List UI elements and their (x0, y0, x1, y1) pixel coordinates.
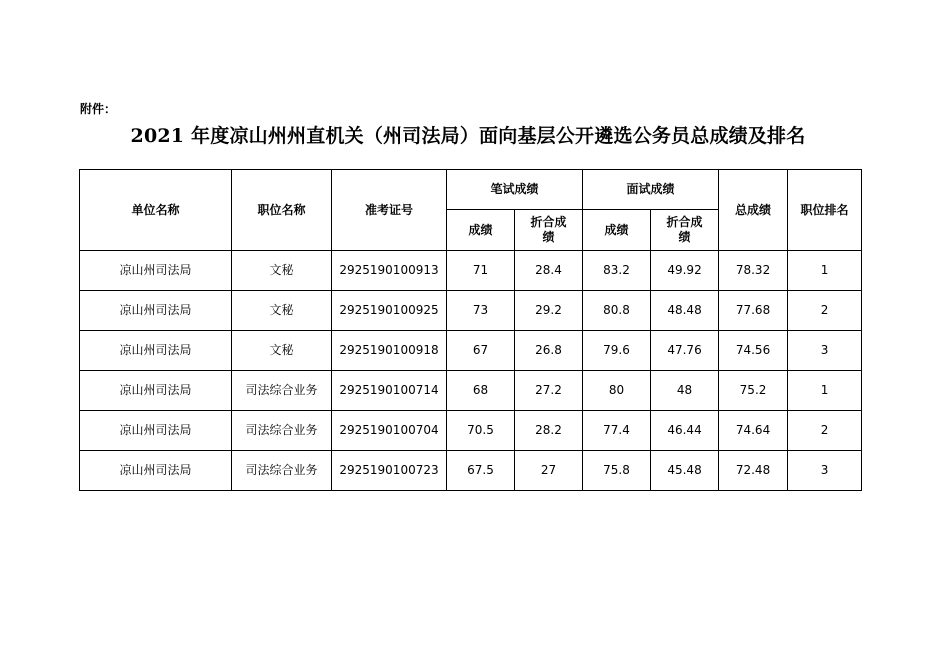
cell-total: 77.68 (719, 291, 788, 331)
cell-written-score: 71 (447, 251, 515, 291)
cell-unit: 凉山州司法局 (80, 251, 232, 291)
col-header-unit: 单位名称 (80, 170, 232, 251)
document-title: 2021 年度凉山州州直机关（州司法局）面向基层公开遴选公务员总成绩及排名 (130, 125, 806, 147)
cell-rank: 2 (788, 291, 862, 331)
cell-total: 78.32 (719, 251, 788, 291)
cell-rank: 1 (788, 371, 862, 411)
cell-total: 72.48 (719, 451, 788, 491)
table-body (80, 251, 862, 491)
cell-unit: 凉山州司法局 (80, 451, 232, 491)
col-header-interview-score: 成绩 (583, 210, 651, 251)
cell-rank: 1 (788, 251, 862, 291)
cell-ticket: 2925190100723 (332, 451, 447, 491)
col-header-rank: 职位排名 (788, 170, 862, 251)
cell-unit: 凉山州司法局 (80, 291, 232, 331)
cell-position: 司法综合业务 (232, 371, 332, 411)
table-row (80, 251, 862, 291)
cell-position: 司法综合业务 (232, 451, 332, 491)
col-header-ticket: 准考证号 (332, 170, 447, 251)
col-header-interview-converted: 折合成绩 (651, 210, 719, 251)
table-header (80, 170, 862, 251)
col-header-total: 总成绩 (719, 170, 788, 251)
attachment-label: 附件： (80, 102, 117, 116)
cell-interview-converted: 48 (651, 371, 719, 411)
cell-position: 文秘 (232, 251, 332, 291)
cell-interview-converted: 48.48 (651, 291, 719, 331)
cell-written-score: 68 (447, 371, 515, 411)
cell-interview-score: 83.2 (583, 251, 651, 291)
header-row (80, 170, 862, 210)
cell-position: 文秘 (232, 291, 332, 331)
cell-interview-converted: 49.92 (651, 251, 719, 291)
cell-position: 司法综合业务 (232, 411, 332, 451)
cell-total: 75.2 (719, 371, 788, 411)
cell-rank: 3 (788, 451, 862, 491)
table-row (80, 291, 862, 331)
table-row (80, 331, 862, 371)
col-header-position: 职位名称 (232, 170, 332, 251)
cell-written-converted: 27 (515, 451, 583, 491)
cell-interview-score: 79.6 (583, 331, 651, 371)
cell-written-score: 67.5 (447, 451, 515, 491)
table-row (80, 411, 862, 451)
col-header-written-score: 成绩 (447, 210, 515, 251)
cell-total: 74.64 (719, 411, 788, 451)
cell-written-converted: 28.2 (515, 411, 583, 451)
cell-written-score: 70.5 (447, 411, 515, 451)
cell-written-converted: 28.4 (515, 251, 583, 291)
cell-ticket: 2925190100918 (332, 331, 447, 371)
cell-written-score: 67 (447, 331, 515, 371)
cell-written-score: 73 (447, 291, 515, 331)
cell-interview-score: 77.4 (583, 411, 651, 451)
col-header-written: 笔试成绩 (447, 170, 583, 210)
cell-interview-converted: 46.44 (651, 411, 719, 451)
cell-rank: 3 (788, 331, 862, 371)
cell-ticket: 2925190100925 (332, 291, 447, 331)
cell-interview-converted: 47.76 (651, 331, 719, 371)
cell-ticket: 2925190100714 (332, 371, 447, 411)
cell-interview-score: 75.8 (583, 451, 651, 491)
col-header-interview: 面试成绩 (583, 170, 719, 210)
cell-unit: 凉山州司法局 (80, 331, 232, 371)
cell-position: 文秘 (232, 331, 332, 371)
cell-rank: 2 (788, 411, 862, 451)
cell-interview-score: 80 (583, 371, 651, 411)
cell-total: 74.56 (719, 331, 788, 371)
cell-written-converted: 26.8 (515, 331, 583, 371)
cell-interview-converted: 45.48 (651, 451, 719, 491)
cell-ticket: 2925190100704 (332, 411, 447, 451)
table-row (80, 371, 862, 411)
scores-table (79, 169, 862, 491)
cell-written-converted: 27.2 (515, 371, 583, 411)
cell-written-converted: 29.2 (515, 291, 583, 331)
col-header-written-converted: 折合成绩 (515, 210, 583, 251)
cell-interview-score: 80.8 (583, 291, 651, 331)
cell-unit: 凉山州司法局 (80, 411, 232, 451)
cell-ticket: 2925190100913 (332, 251, 447, 291)
cell-unit: 凉山州司法局 (80, 371, 232, 411)
table-row (80, 451, 862, 491)
